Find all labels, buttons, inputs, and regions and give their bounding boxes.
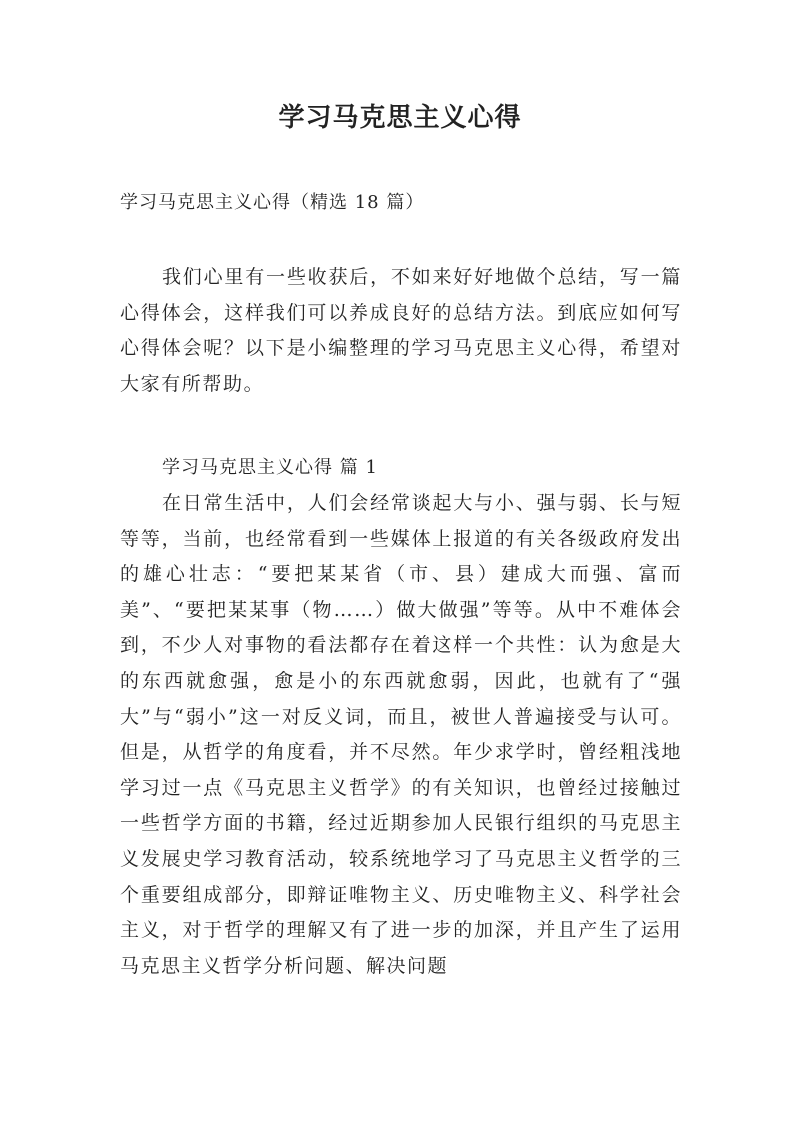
document-title: 学习马克思主义心得 xyxy=(278,103,522,133)
document-subtitle: 学习马克思主义心得（精选 18 篇） xyxy=(120,192,425,213)
section-body-paragraph: 在日常生活中，人们会经常谈起大与小、强与弱、长与短等等，当前，也经常看到一些媒体上报道的有关各级政府发出的雄心壮志：“要把某某省（市、县）建成大而强、富而美”、“要把某某事（物……）做大做强”等等。从中不难体会到，不少人对事物的看法都存在着这样一个共性：认为愈是大的东西就愈强，愈是小的东西就愈弱，因此，也就有了“强大”与“弱小”这一对反义词，而且，被世人普遍接受与认可。但是，从哲学的角度看，并不尽然。年少求学时，曾经粗浅地学习过一点《马克思主义哲学》的有关知识，也曾经过接触过一些哲学方面的书籍，经过近期参加人民银行组织的马克思主义发展史学习教育活动，较系统地学习了马克思主义哲学的三个重要组成部分，即辩证唯物主义、历史唯物主义、科学社会主义，对于哲学的理解又有了进一步的加深，并且产生了运用马克思主义哲学分析问题、解决问题 xyxy=(120,492,682,977)
section-heading: 学习马克思主义心得 篇 1 xyxy=(162,457,378,478)
intro-paragraph: 我们心里有一些收获后，不如来好好地做个总结，写一篇心得体会，这样我们可以养成良好的总结方法。到底应如何写心得体会呢？以下是小编整理的学习马克思主义心得，希望对大家有所帮助。 xyxy=(120,266,682,395)
